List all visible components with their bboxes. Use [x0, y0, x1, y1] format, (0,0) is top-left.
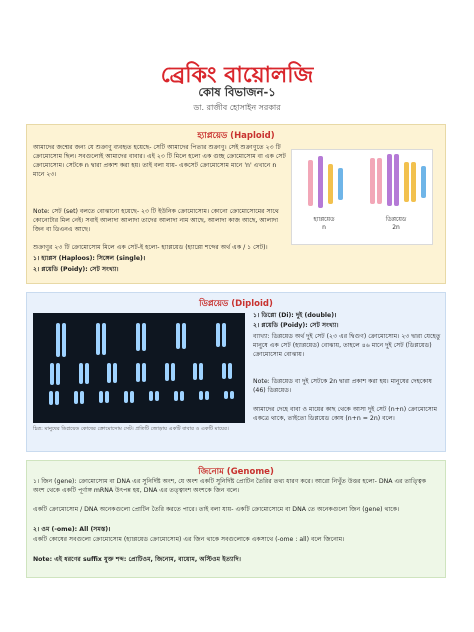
chromosome-yellow — [328, 164, 333, 204]
chromosome-purple — [318, 156, 323, 208]
karyotype-chromosome — [107, 363, 111, 383]
genome-paragraph-2: একটি ক্রোমোসোম / DNA অনেকগুলো প্রোটিন তৈরি করতে পারে। তাই বলা যায়- একটি ক্রোমোসোমে বা DNA তে অনেকগুলো জিন (gene) থাকে। — [33, 506, 400, 513]
karyotype-chromosome — [222, 363, 226, 379]
karyotype-chromosome — [142, 363, 146, 382]
diploid-section — [26, 292, 446, 452]
karyotype-chromosome — [199, 391, 203, 400]
karyotype-chromosome — [136, 323, 140, 351]
haploid-list-item-1: ১। হ্যাপ্লস (Haploos): সিঙ্গেল (single)। — [33, 255, 146, 262]
karyotype-chromosome — [199, 363, 203, 380]
author-name: ডা. রাজীব হোসাইন সরকার — [193, 103, 281, 112]
genome-title: জিনোম (Genome) — [198, 467, 274, 477]
figure-label-haploid: হ্যাপ্লয়েড — [313, 216, 335, 223]
karyotype-chromosome — [228, 363, 232, 379]
karyotype-chromosome — [224, 391, 228, 399]
chromosome-yellow-pair — [404, 162, 409, 202]
diploid-title: ডিপ্লয়েড (Diploid) — [199, 299, 273, 309]
karyotype-chromosome — [171, 363, 175, 381]
haploid-paragraph-3: শুক্রাণুর ২৩ টি ক্রোমোসোম মিলে এক সেট-ই হলো- হ্যাপ্লয়েড (হ্যাপ্লো শব্দের অর্থ এক / ১ সেট)। — [33, 244, 268, 251]
karyotype-chromosome — [182, 323, 186, 349]
figure-label-diploid-2n: 2n — [392, 224, 400, 231]
karyotype-chromosome — [193, 363, 197, 380]
page-title: ব্রেকিং বায়োলজি — [160, 63, 314, 88]
karyotype-chromosome — [105, 391, 109, 403]
karyotype-chromosome — [99, 391, 103, 403]
karyotype-chromosome — [85, 363, 89, 384]
karyotype-chromosome — [74, 391, 78, 404]
diploid-note: Note: ডিপ্লয়েড বা দুই সেটকে 2n দ্বারা প্রকাশ করা হয়। মানুষের দেহকোষ (46) ডিপ্লয়েড। — [253, 378, 432, 395]
karyotype-chromosome — [174, 391, 178, 401]
haploid-title: হ্যাপ্লয়েড (Haploid) — [197, 131, 275, 141]
chromosome-purple-pair — [387, 154, 392, 206]
karyotype-chromosome — [216, 323, 220, 347]
genome-paragraph-1: ১। জিন (gene): ক্রোমোসোম বা DNA এর সুনির্দিষ্ট অংশ, যে অংশ একটি সুনির্দিষ্ট প্রোটিন তৈরির তথ্য ধারণ করে। আরো নিখুঁত উত্তর হলো- DNA এর তাত্ত্বিক অংশ থেকে একটি পূর্ণাঙ্গ mRNA উৎপন্ন হয়, DNA এর তত্ত্বাংশ অংশকে জিন বলে। — [33, 478, 427, 495]
diploid-explanation: ব্যাখ্যা: ডিপ্লয়েড অর্থ দুই সেট (২৩ এর দ্বিগুণ) ক্রোমোসোম। ২৩ দ্বারা যেহেতু মানুষে এক সেট (হ্যাপ্লয়েড) বোঝায়, তাহলে ৪৬ মানে দুই সেট (ডিপ্লয়েড) ক্রোমোসোম বোঝায়। — [253, 333, 441, 359]
diploid-paragraph-3: আমাদের দেহে বাবা ও মায়ের কাছ থেকে আসা দুই সেট (n+n) ক্রোমোসোম একত্রে থাকে, তাইতো ডিপ্লয়েড কোষ (n+n = 2n) বলে। — [253, 406, 438, 423]
karyotype-chromosome — [80, 391, 84, 404]
karyotype-chromosome — [124, 391, 128, 403]
karyotype-image — [33, 313, 245, 423]
karyotype-chromosome — [130, 391, 134, 403]
chromosome-pink — [308, 160, 313, 206]
chromosome-yellow-pair — [411, 162, 416, 202]
haploid-note: Note: সেট (set) বলতে বোঝানো হয়েছে- ২৩ টি ইউনিক ক্রোমোসোম। কোনো ক্রোমোসোমের সাথে কোনোটার মিল নেই। সবাই আলাদা আলাদা তাদের আলাদা নাম আছে, আলাদা কাজ আছে, আলাদা জিন বা ডিএনএ আছে। — [33, 208, 279, 234]
karyotype-chromosome — [96, 323, 100, 355]
karyotype-chromosome — [176, 323, 180, 349]
chapter-subtitle: কোষ বিভাজন-১ — [198, 85, 276, 99]
karyotype-chromosome — [222, 323, 226, 347]
chromosome-pink-pair — [377, 158, 382, 204]
diploid-list-item-1: ১। ডিপ্লো (Di): দুই (double)। — [253, 312, 337, 319]
haploid-section — [26, 124, 446, 284]
karyotype-chromosome — [230, 391, 234, 399]
genome-paragraph-4: একটি কোষের সবগুলো ক্রোমোসোম (হ্যাপ্লয়েড ক্রোমোসোম) এর জিন থাকে সবগুলোকে একসাথে (-ome : all) বলে জিনোম। — [33, 536, 345, 543]
genome-list-item-2: ২। ওম (-ome): All (সমস্ত)। — [33, 526, 111, 533]
genome-note: Note: এই ধরণের suffix যুক্ত শব্দ: প্রোটিওম, জিনোম, বায়োম, অস্টিওম ইত্যাদি। — [33, 556, 241, 563]
karyotype-chromosome — [49, 391, 53, 405]
karyotype-chromosome — [56, 323, 60, 357]
karyotype-chromosome — [50, 363, 54, 385]
karyotype-chromosome — [136, 363, 140, 382]
karyotype-chromosome — [102, 323, 106, 355]
karyotype-chromosome — [149, 391, 153, 401]
figure-label-haploid-n: n — [322, 224, 326, 231]
haploid-diploid-figure — [291, 149, 433, 245]
karyotype-chromosome — [180, 391, 184, 401]
figure-label-diploid: ডিপ্লয়েড — [385, 216, 407, 223]
chromosome-blue-pair — [421, 166, 426, 198]
karyotype-chromosome — [205, 391, 209, 400]
karyotype-caption: চিত্র: মানুষের ডিপ্লয়েড কোষের ক্রোমোসোম সেট। প্রতিটি জোড়ায় একটি বাবার ও একটি মায়ের। — [33, 426, 229, 432]
chromosome-blue — [338, 168, 343, 200]
karyotype-chromosome — [79, 363, 83, 384]
karyotype-chromosome — [155, 391, 159, 401]
karyotype-chromosome — [142, 323, 146, 351]
haploid-paragraph-1: আমাদের জন্মের জন্য যে শুক্রাণু ব্যবহৃত হয়েছে- সেটি আমাদের পিতার শুক্রাণু। সেই শুক্রাণুতে ২৩ টি ক্রোমোসোম ছিল। সবগুলোই আমাদের বাবার। এই ২৩ টি মিলে হলো এক গুচ্ছ ক্রোমোসোম বা এক সেট ক্রোমোসোম। সেটকে n দ্বারা প্রকাশ করা হয়। তাই বলা যায়- একসেট ক্রোমোসোম মানে 'n' এখানে n মানে ২৩। — [33, 144, 286, 179]
karyotype-chromosome — [165, 363, 169, 381]
chromosome-pink-pair — [370, 158, 375, 204]
chromosome-purple-pair — [394, 154, 399, 206]
karyotype-chromosome — [113, 363, 117, 383]
genome-section — [26, 460, 446, 578]
karyotype-chromosome — [55, 391, 59, 405]
karyotype-chromosome — [56, 363, 60, 385]
haploid-list-item-2: ২। প্লয়েডি (Poidy): সেট সংখ্যা। — [33, 266, 119, 273]
diploid-list-item-2: ২। প্লয়েডি (Poidy): সেট সংখ্যা। — [253, 322, 339, 329]
karyotype-chromosome — [62, 323, 66, 357]
